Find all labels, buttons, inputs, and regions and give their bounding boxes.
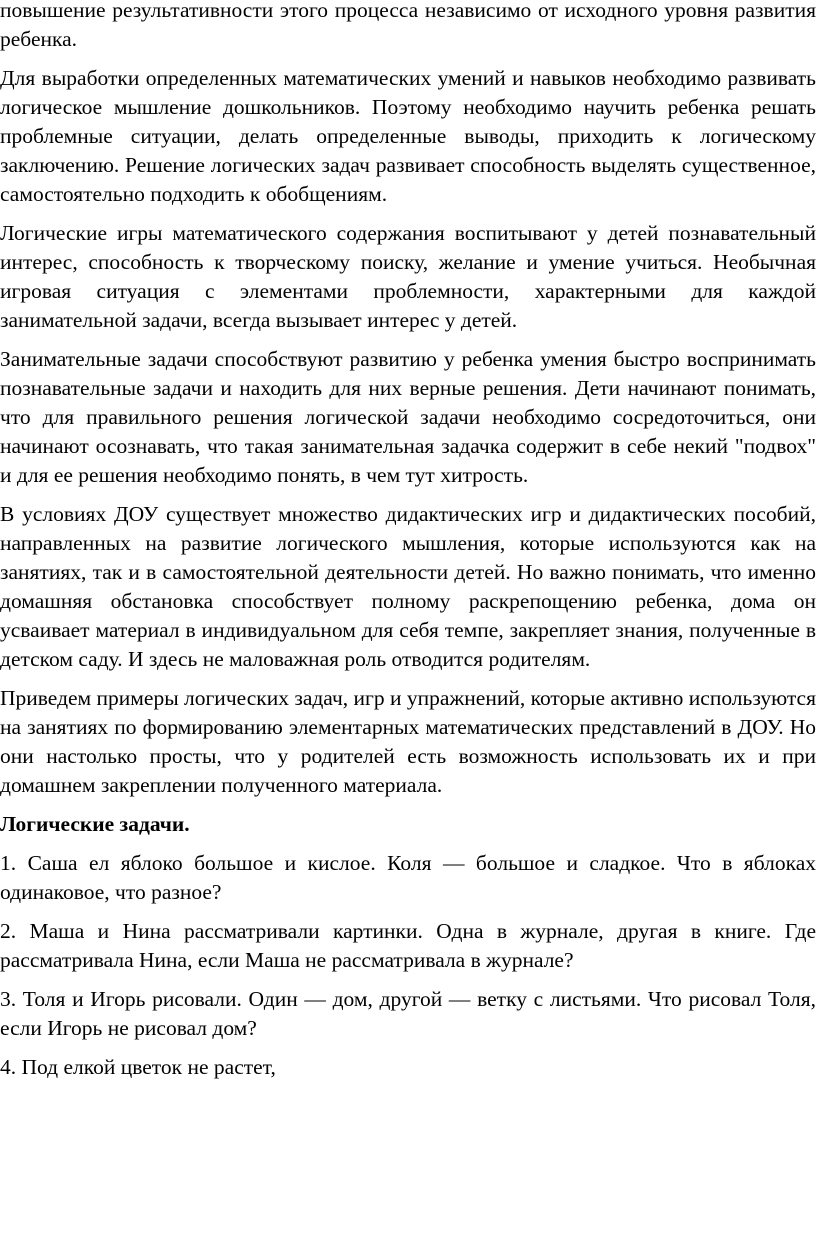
task-item-4: 4. Под елкой цветок не растет, bbox=[0, 1055, 276, 1079]
section-heading-logical-tasks: Логические задачи. bbox=[0, 812, 190, 836]
paragraph-dou-conditions: В условиях ДОУ существует множество дидактических игр и дидактических пособий, направленных на развитие логического мышления, которые используются как на занятиях, так и в самостоятельной деятельности детей. Но важно понимать, что именно домашняя обстановка способствует полному раскрепощению ребенка, дома он усваивает материал в индивидуальном для себя темпе, закрепляет знания, полученные в детском саду. И здесь не маловажная роль отводится родителям. bbox=[0, 502, 816, 671]
paragraph-logical-thinking: Для выработки определенных математических умений и навыков необходимо развивать логическое мышление дошкольников. Поэтому необходимо научить ребенка решать проблемные ситуации, делать определенные выводы, приходить к логическому заключению. Решение логических задач развивает способность выделять существенное, самостоятельно подходить к обобщениям. bbox=[0, 66, 816, 206]
paragraph-logical-games: Логические игры математического содержания воспитывают у детей познавательный интерес, способность к творческому поиску, желание и умение учиться. Необычная игровая ситуация с элементами проблемности, характерными для каждой занимательной задачи, всегда вызывает интерес у детей. bbox=[0, 221, 816, 332]
paragraph-examples-intro: Приведем примеры логических задач, игр и упражнений, которые активно используются на занятиях по формированию элементарных математических представлений в ДОУ. Но они настолько просты, что у родителей есть возможность использовать их и при домашнем закреплении полученного материала. bbox=[0, 686, 816, 797]
paragraph-entertaining-tasks: Занимательные задачи способствуют развитию у ребенка умения быстро воспринимать познавательные задачи и находить для них верные решения. Дети начинают понимать, что для правильного решения логической задачи необходимо сосредоточиться, они начинают осознавать, что такая занимательная задачка содержит в себе некий "подвох" и для ее решения необходимо понять, в чем тут хитрость. bbox=[0, 347, 816, 487]
task-item-2: 2. Маша и Нина рассматривали картинки. Одна в журнале, другая в книге. Где рассматривала Нина, если Маша не рассматривала в журнале? bbox=[0, 919, 816, 972]
task-item-1: 1. Саша ел яблоко большое и кислое. Коля — большое и сладкое. Что в яблоках одинаковое, что разное? bbox=[0, 851, 816, 904]
paragraph-intro-continuation: повышение результативности этого процесса независимо от исходного уровня развития ребенка. bbox=[0, 0, 816, 51]
task-item-3: 3. Толя и Игорь рисовали. Один — дом, другой — ветку с листьями. Что рисовал Толя, если Игорь не рисовал дом? bbox=[0, 987, 816, 1040]
